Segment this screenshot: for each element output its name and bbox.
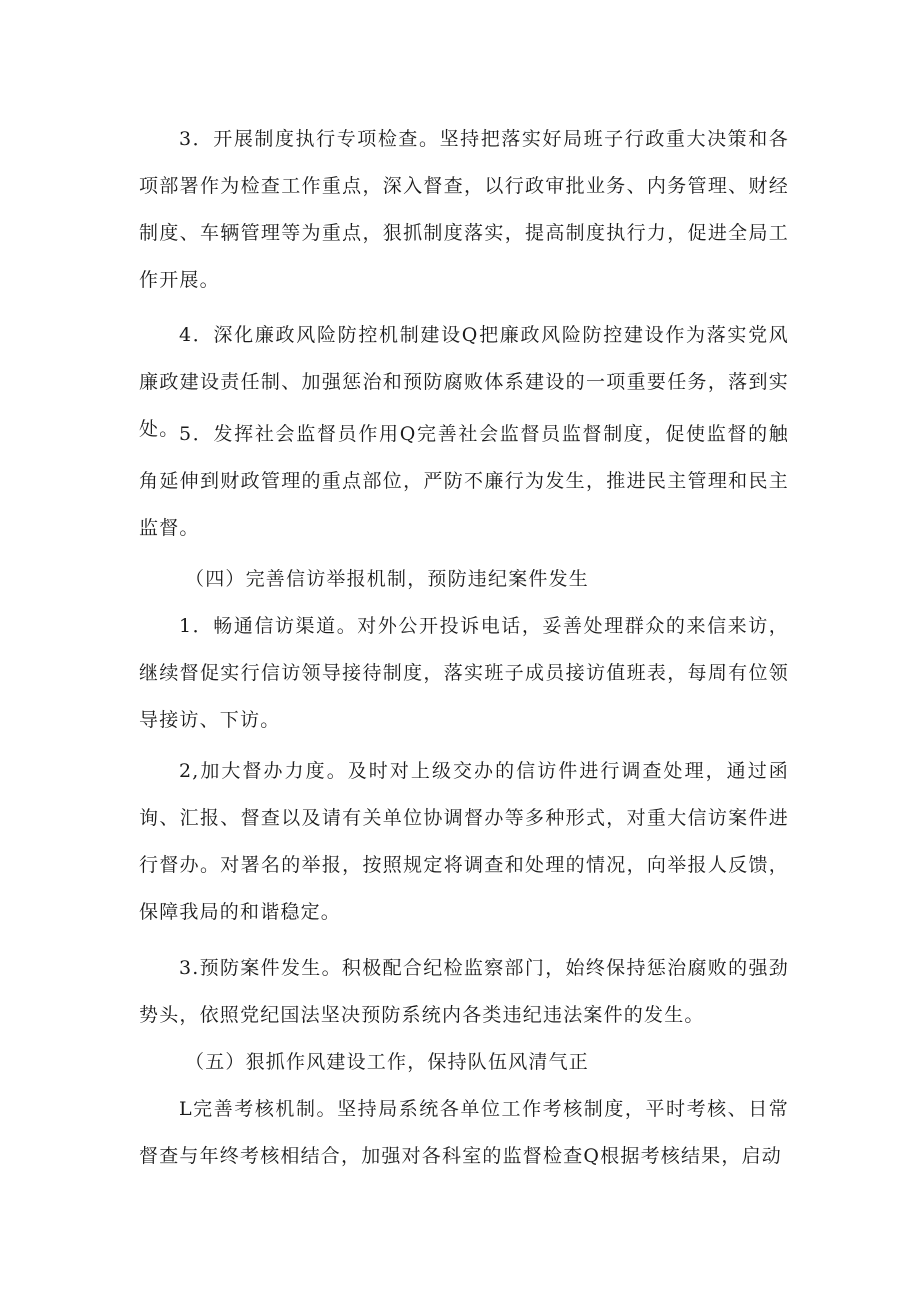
- paragraph-institution-inspection: 3．开展制度执行专项检查。坚持把落实好局班子行政重大决策和各项部署作为检查工作重点，深入督查，以行政审批业务、内务管理、财经制度、车辆管理等为重点，狠抓制度落实，提高制度执行力，促进全局工作开展。: [139, 128, 789, 291]
- paragraph-social-supervisors: 5．发挥社会监督员作用Q完善社会监督员监督制度，促使监督的触角延伸到财政管理的重点部位，严防不廉行为发生，推进民主管理和民主监督。: [139, 423, 789, 539]
- paragraph-petition-channels: 1．畅通信访渠道。对外公开投诉电话，妥善处理群众的来信来访，继续督促实行信访领导接待制度，落实班子成员接访值班表，每周有位领导接访、下访。: [139, 615, 789, 731]
- paragraph-risk-control: 4．深化廉政风险防控机制建设Q把廉政风险防控建设作为落实党风廉政建设责任制、加强惩治和预防腐败体系建设的一项重要任务，落到实处。: [139, 324, 789, 440]
- section-heading-five: （五）狠抓作风建设工作，保持队伍风清气正: [185, 1051, 590, 1073]
- paragraph-supervision-strength: 2,加大督办力度。及时对上级交办的信访件进行调查处理，通过函询、汇报、督查以及请有关单位协调督办等多种形式，对重大信访案件进行督办。对署名的举报，按照规定将调查和处理的情况，向举报人反馈，保障我局的和谐稳定。: [139, 760, 789, 923]
- paragraph-assessment-mechanism: L完善考核机制。坚持局系统各单位工作考核制度，平时考核、日常督查与年终考核相结合，加强对各科室的监督检查Q根据考核结果，启动: [139, 1098, 789, 1167]
- section-heading-four: （四）完善信访举报机制，预防违纪案件发生: [185, 568, 590, 590]
- paragraph-case-prevention: 3.预防案件发生。积极配合纪检监察部门，始终保持惩治腐败的强劲势头，依照党纪国法坚决预防系统内各类违纪违法案件的发生。: [139, 957, 789, 1026]
